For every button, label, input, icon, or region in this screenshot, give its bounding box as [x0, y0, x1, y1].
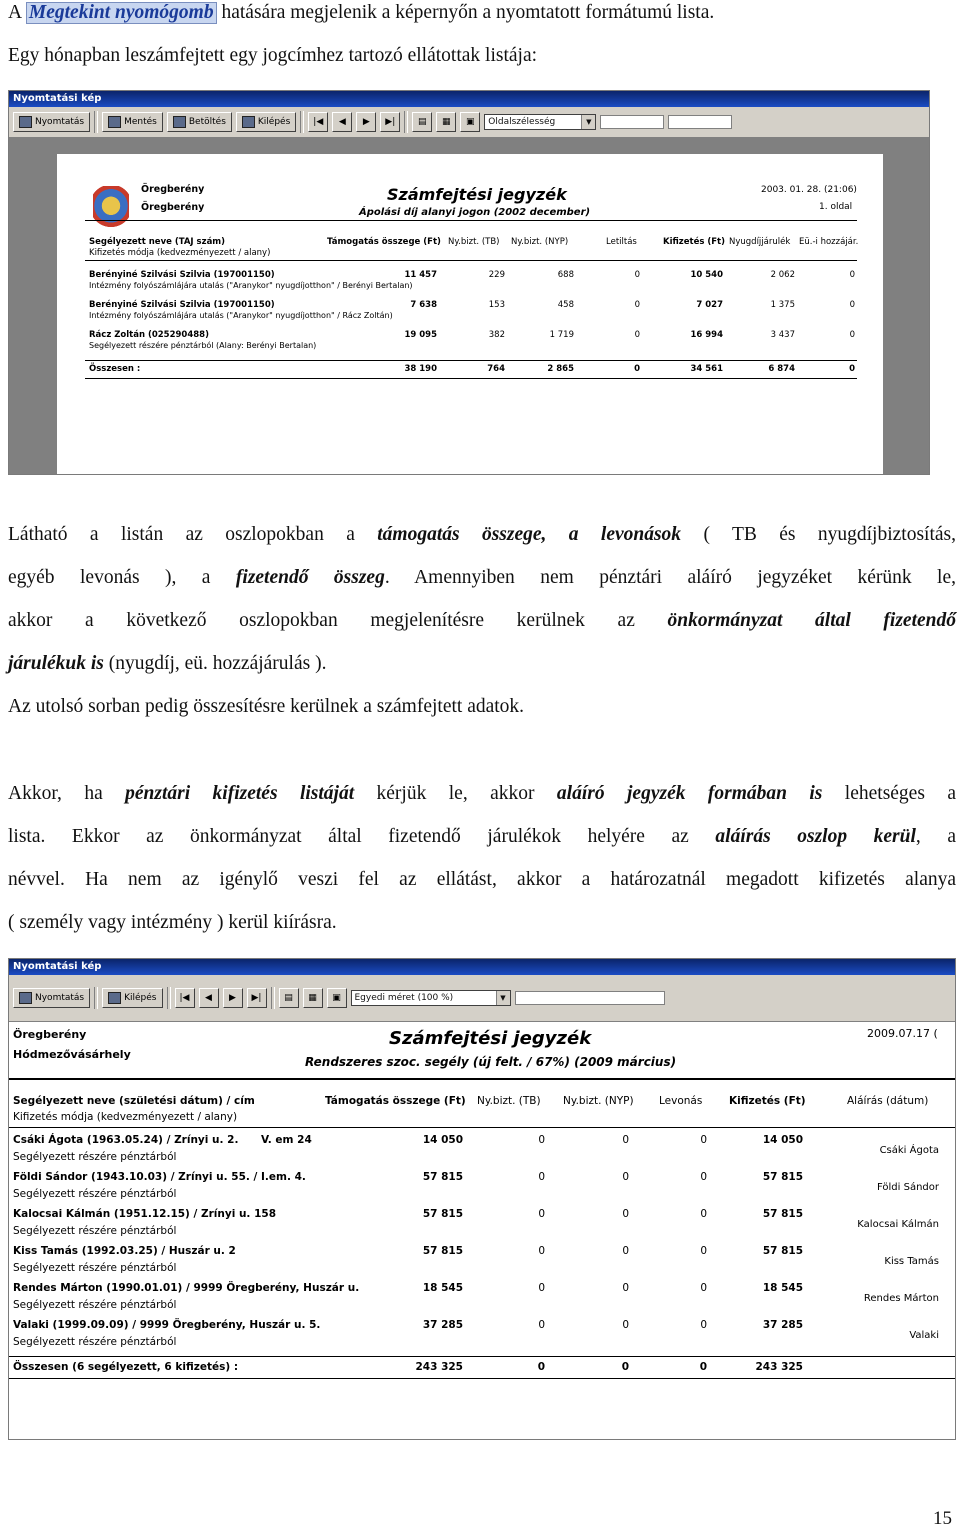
row-nyugdij: 2 062 [770, 270, 795, 280]
label: Nyomtatás [35, 993, 85, 1003]
row-kifizetes: 57 815 [762, 1245, 803, 1257]
one-page-button[interactable]: ▤ [412, 112, 432, 132]
load-button[interactable] [167, 112, 232, 132]
col-header-payment: Kifizetés módja (kedvezményezett / alany) [13, 1111, 238, 1123]
total-kifizetes: 34 561 [690, 364, 723, 374]
next-page-button[interactable]: ▶ [223, 988, 243, 1008]
row-name: Kiss Tamás (1992.03.25) / Huszár u. 2 [13, 1245, 236, 1257]
printer-icon [19, 116, 32, 128]
prev-page-button[interactable]: ◀ [332, 112, 352, 132]
report-title: Számfejtési jegyzék [389, 1028, 592, 1049]
row-levonas: 0 [700, 1282, 707, 1294]
col-header-alairas: Aláírás (dátum) [847, 1095, 929, 1107]
separator [300, 111, 304, 133]
door-icon [108, 992, 121, 1004]
text: hatására megjelenik a képernyőn a nyomtatott formátumú lista. [221, 2, 715, 23]
row-letiltas: 0 [634, 330, 640, 340]
row-payment-method: Segélyezett részére pénztárból [13, 1262, 177, 1274]
row-letiltas: 0 [634, 270, 640, 280]
row-kifizetes: 7 027 [696, 300, 723, 310]
para1-line-2 [8, 567, 956, 589]
row-tb: 153 [488, 300, 505, 310]
divider [85, 220, 857, 221]
label: Kilépés [124, 993, 157, 1003]
emphasis: aláírás oszlop kerül [715, 826, 916, 847]
toolbar [9, 107, 929, 138]
page-width-button[interactable]: ▣ [460, 112, 480, 132]
emphasis: támogatás összege, a levonások [377, 524, 682, 545]
emphasis: járulékuk is [8, 653, 104, 674]
row-nyp: 0 [622, 1134, 629, 1146]
label: Kilépés [257, 117, 291, 127]
col-header-kifizetes: Kifizetés (Ft) [729, 1095, 806, 1107]
org-city: Öregberény [141, 202, 205, 213]
exit-button[interactable] [102, 988, 162, 1008]
exit-button[interactable] [236, 112, 296, 132]
button-reference: Megtekint nyomógomb [26, 2, 217, 24]
org-city: Hódmezővásárhely [13, 1048, 131, 1061]
row-payment-method: Intézmény folyószámlájára utalás ("Aranykor" nyugdíjotthon" / Berényi Bertalan) [89, 281, 413, 290]
page-number: 1. oldal [819, 202, 853, 212]
row-payment-method: Segélyezett részére pénztárból [13, 1299, 177, 1311]
row-name: Berényiné Szilvási Szilvia (197001150) [89, 270, 275, 280]
row-signature: Kiss Tamás [884, 1256, 939, 1267]
total-levonas: 0 [699, 1361, 707, 1373]
para1-line-3 [8, 610, 956, 632]
row-kifizetes: 14 050 [762, 1134, 803, 1146]
row-address-extra: V. em 24 [261, 1134, 312, 1146]
folder-icon [173, 116, 186, 128]
col-header-nyp: Ny.bizt. (NYP) [511, 237, 569, 247]
row-tb: 0 [538, 1319, 545, 1331]
row-levonas: 0 [700, 1208, 707, 1220]
chevron-down-icon: ▼ [581, 115, 595, 129]
divider [9, 1078, 955, 1080]
print-date: 2009.07.17 ( [867, 1027, 938, 1040]
row-name: Csáki Ágota (1963.05.24) / Zrínyi u. 2. [13, 1134, 239, 1146]
para1-line-5: Az utolsó sorban pedig összesítésre kerülnek a számfejtett adatok. [8, 696, 525, 717]
printer-icon [19, 992, 32, 1004]
org-name: Öregberény [141, 184, 205, 195]
text: lista. Ekkor az önkormányzat által fizetendő járulékok helyére az [8, 826, 689, 847]
row-nyp: 1 719 [549, 330, 574, 340]
text: (nyugdíj, eü. hozzájárulás ). [108, 653, 327, 674]
separator [167, 987, 171, 1009]
row-amount: 37 285 [422, 1319, 463, 1331]
text: Látható a listán az oszlopokban a [8, 524, 355, 545]
col-header-kifizetes: Kifizetés (Ft) [663, 237, 725, 247]
row-kifizetes: 57 815 [762, 1171, 803, 1183]
print-button[interactable] [13, 112, 90, 132]
row-signature: Rendes Márton [863, 1293, 939, 1304]
emphasis: önkormányzat által fizetendő [667, 610, 957, 631]
zoom-select[interactable] [484, 114, 596, 130]
para2-line-1 [8, 783, 956, 805]
page-number: 15 [933, 1508, 952, 1529]
total-eu: 0 [849, 364, 855, 374]
org-name: Öregberény [13, 1028, 87, 1041]
zoom-slider[interactable] [515, 991, 665, 1005]
total-nyp: 2 865 [547, 364, 574, 374]
row-payment-method: Segélyezett részére pénztárból [13, 1336, 177, 1348]
para2-line-3: névvel. Ha nem az igénylő veszi fel az ellátást, akkor a határozatnál megadott kifizetés alanya [8, 869, 956, 890]
para2-line-4: ( személy vagy intézmény ) kerül kiírásra. [8, 912, 337, 933]
row-eu: 0 [849, 330, 855, 340]
row-amount: 19 095 [404, 330, 437, 340]
divider [85, 360, 857, 361]
para1-line-4 [8, 653, 956, 675]
row-tb: 0 [538, 1171, 545, 1183]
total-nyp: 0 [621, 1361, 629, 1373]
col-header-tb: Ny.bizt. (TB) [448, 237, 500, 247]
para1-line-1 [8, 524, 956, 546]
row-nyugdij: 3 437 [770, 330, 795, 340]
text: kérjük le, akkor [376, 783, 535, 804]
label: Betöltés [188, 117, 226, 127]
window-title: Nyomtatási kép [9, 91, 929, 107]
row-payment-method: Segélyezett részére pénztárból [13, 1188, 177, 1200]
report-subtitle: Rendszeres szoc. segély (új felt. / 67%) (2009 március) [305, 1055, 677, 1069]
separator [94, 111, 98, 133]
report-title: Számfejtési jegyzék [387, 185, 567, 204]
one-page-button[interactable]: ▤ [279, 988, 299, 1008]
col-header-name: Segélyezett neve (születési dátum) / cím [13, 1095, 255, 1107]
row-eu: 0 [849, 270, 855, 280]
total-amount: 38 190 [404, 364, 437, 374]
two-page-button[interactable]: ▦ [303, 988, 323, 1008]
row-amount: 57 815 [422, 1245, 463, 1257]
divider [9, 1378, 955, 1379]
para2-line-2 [8, 826, 956, 848]
row-tb: 0 [538, 1282, 545, 1294]
col-header-amount: Támogatás összege (Ft) [325, 1095, 466, 1107]
zoom-select[interactable] [351, 990, 511, 1006]
report-page [57, 154, 883, 475]
col-header-payment: Kifizetés módja (kedvezményezett / alany) [89, 248, 271, 258]
row-kifizetes: 18 545 [762, 1282, 803, 1294]
label: Nyomtatás [35, 117, 85, 127]
last-page-button[interactable]: ▶| [380, 112, 400, 132]
zoom-value: Egyedi méret (100 %) [354, 993, 454, 1003]
row-kifizetes: 57 815 [762, 1208, 803, 1220]
row-amount: 11 457 [404, 270, 437, 280]
row-tb: 229 [488, 270, 505, 280]
total-tb: 764 [487, 364, 505, 374]
text: ( TB és nyugdíjbiztosítás, [703, 524, 956, 545]
divider [85, 378, 857, 379]
print-preview-window-1 [8, 90, 930, 475]
print-button[interactable] [13, 988, 90, 1008]
preview-canvas [9, 138, 929, 475]
divider [85, 260, 857, 261]
page-width-button[interactable]: ▣ [327, 988, 347, 1008]
text: Akkor, ha [8, 783, 103, 804]
text: lehetséges a [844, 783, 956, 804]
text: . Amennyiben nem pénztári aláíró jegyzéket kérünk le, [384, 567, 956, 588]
row-name: Rácz Zoltán (025290488) [89, 330, 209, 340]
separator [271, 987, 275, 1009]
row-name: Berényiné Szilvási Szilvia (197001150) [89, 300, 275, 310]
col-header-eu: Eü.-i hozzájár. [799, 237, 859, 247]
col-header-levonas: Levonás [659, 1095, 703, 1107]
report-subtitle: Ápolási díj alanyi jogon (2002 december) [359, 207, 591, 218]
separator [94, 987, 98, 1009]
row-nyugdij: 1 375 [770, 300, 795, 310]
row-letiltas: 0 [634, 300, 640, 310]
row-kifizetes: 10 540 [690, 270, 723, 280]
total-kifizetes: 243 325 [755, 1361, 803, 1373]
row-nyp: 0 [622, 1319, 629, 1331]
row-payment-method: Segélyezett részére pénztárból [13, 1151, 177, 1163]
row-nyp: 0 [622, 1208, 629, 1220]
coat-of-arms-logo [93, 186, 129, 230]
row-name: Földi Sándor (1943.10.03) / Zrínyi u. 55. / I.em. 4. [13, 1171, 306, 1183]
text: , a [915, 826, 957, 847]
row-tb: 0 [538, 1245, 545, 1257]
row-eu: 0 [849, 300, 855, 310]
emphasis: aláíró jegyzék formában is [556, 783, 823, 804]
two-page-button[interactable]: ▦ [436, 112, 456, 132]
row-amount: 57 815 [422, 1171, 463, 1183]
disk-icon [108, 116, 121, 128]
emphasis: pénztári kifizetés listáját [125, 783, 355, 804]
total-nyugdij: 6 874 [768, 364, 795, 374]
row-signature: Csáki Ágota [879, 1145, 939, 1156]
row-tb: 0 [538, 1208, 545, 1220]
total-tb: 0 [537, 1361, 545, 1373]
row-nyp: 0 [622, 1282, 629, 1294]
row-payment-method: Segélyezett részére pénztárból [13, 1225, 177, 1237]
row-signature: Valaki [909, 1330, 939, 1341]
row-levonas: 0 [700, 1245, 707, 1257]
row-name: Rendes Márton (1990.01.01) / 9999 Öregberény, Huszár u. [13, 1282, 360, 1294]
save-button[interactable] [102, 112, 163, 132]
text: akkor a következő oszlopokban megjelenítésre kerülnek az [8, 610, 635, 631]
row-amount: 7 638 [410, 300, 437, 310]
prev-page-button[interactable]: ◀ [199, 988, 219, 1008]
total-letiltas: 0 [634, 364, 640, 374]
row-levonas: 0 [700, 1171, 707, 1183]
col-header-nyugdij: Nyugdíjjárulék [729, 237, 791, 247]
row-amount: 18 545 [422, 1282, 463, 1294]
zoom-value: Oldalszélesség [488, 117, 556, 127]
first-page-button[interactable]: |◀ [308, 112, 328, 132]
col-header-amount: Támogatás összege (Ft) [327, 237, 441, 247]
last-page-button[interactable]: ▶| [247, 988, 267, 1008]
row-nyp: 688 [557, 270, 574, 280]
row-signature: Földi Sándor [877, 1182, 939, 1193]
row-levonas: 0 [700, 1134, 707, 1146]
row-levonas: 0 [700, 1319, 707, 1331]
row-nyp: 0 [622, 1171, 629, 1183]
page-slider[interactable] [668, 115, 732, 129]
toolbar [9, 975, 955, 1022]
row-signature: Kalocsai Kálmán [857, 1219, 939, 1230]
row-amount: 57 815 [422, 1208, 463, 1220]
row-kifizetes: 16 994 [690, 330, 723, 340]
intro-line-2: Egy hónapban leszámfejtett egy jogcímhez tartozó ellátottak listája: [8, 45, 538, 66]
text: egyéb levonás ), a [8, 567, 211, 588]
col-header-letiltas: Letiltás [606, 237, 637, 247]
intro-line-1 [8, 2, 956, 24]
first-page-button[interactable]: |◀ [175, 988, 195, 1008]
total-label: Összesen (6 segélyezett, 6 kifizetés) : [13, 1361, 239, 1373]
total-amount: 243 325 [415, 1361, 463, 1373]
report-page [9, 1022, 955, 1439]
row-kifizetes: 37 285 [762, 1319, 803, 1331]
row-amount: 14 050 [422, 1134, 463, 1146]
divider [9, 1127, 955, 1128]
separator [404, 111, 408, 133]
label: Mentés [124, 117, 157, 127]
row-nyp: 0 [622, 1245, 629, 1257]
next-page-button[interactable]: ▶ [356, 112, 376, 132]
col-header-nyp: Ny.bizt. (NYP) [563, 1095, 634, 1107]
emphasis: fizetendő összeg [235, 567, 385, 588]
text: A [8, 2, 22, 23]
divider [9, 1356, 955, 1357]
door-icon [242, 116, 255, 128]
window-title: Nyomtatási kép [9, 959, 955, 975]
chevron-down-icon: ▼ [496, 991, 510, 1005]
col-header-name: Segélyezett neve (TAJ szám) [89, 237, 226, 247]
row-tb: 382 [488, 330, 505, 340]
row-payment-method: Intézmény folyószámlájára utalás ("Aranykor" nyugdíjotthon" / Rácz Zoltán) [89, 311, 393, 320]
row-payment-method: Segélyezett részére pénztárból (Alany: Berényi Bertalan) [89, 341, 317, 350]
row-name: Valaki (1999.09.09) / 9999 Öregberény, Huszár u. 5. [13, 1319, 321, 1331]
row-nyp: 458 [557, 300, 574, 310]
row-name: Kalocsai Kálmán (1951.12.15) / Zrínyi u. 158 [13, 1208, 276, 1220]
col-header-tb: Ny.bizt. (TB) [477, 1095, 541, 1107]
print-preview-window-2 [8, 958, 956, 1440]
zoom-slider[interactable] [600, 115, 664, 129]
row-tb: 0 [538, 1134, 545, 1146]
total-label: Összesen : [89, 364, 141, 374]
print-date: 2003. 01. 28. (21:06) [761, 185, 857, 195]
